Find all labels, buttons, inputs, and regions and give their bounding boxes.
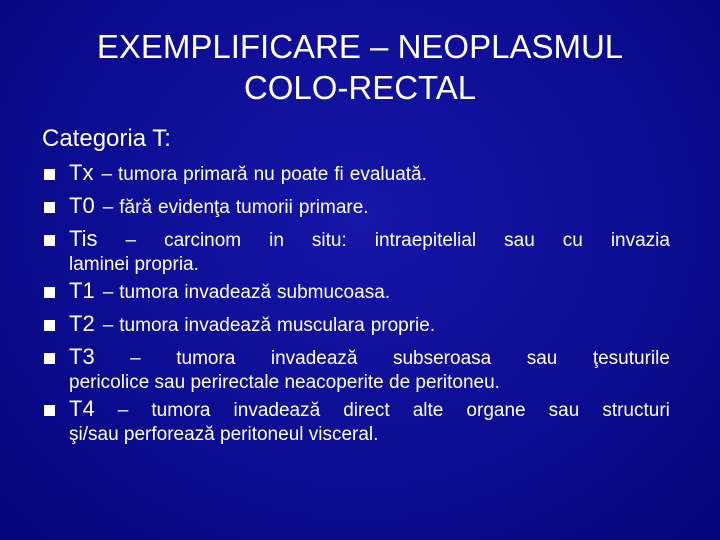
item-first-line <box>69 160 670 193</box>
square-bullet-icon <box>44 287 55 298</box>
item-code: Tx <box>69 160 94 185</box>
item-code: T3 <box>69 344 95 369</box>
item-continuation: pericolice sau perirectale neacoperite de peritoneu. <box>69 372 500 393</box>
list-item <box>42 344 670 393</box>
item-first-line <box>69 193 670 226</box>
item-word: poate <box>280 164 329 185</box>
item-word: submucoasa. <box>277 282 391 303</box>
list-item <box>42 193 670 226</box>
item-word: tumora <box>151 400 211 421</box>
list-item <box>42 278 670 311</box>
item-word: tumora <box>119 315 179 336</box>
item-word: sau <box>548 400 580 421</box>
item-word: invadează <box>184 315 272 336</box>
slide-title <box>30 26 690 108</box>
item-word: invadează <box>184 282 272 303</box>
item-word: – <box>102 315 114 336</box>
square-bullet-icon <box>44 320 55 331</box>
list-item <box>42 226 670 275</box>
item-word: fi <box>334 164 344 185</box>
slide-title-line-2: COLO-RECTAL <box>243 69 477 106</box>
item-word: alte <box>412 400 444 421</box>
item-word: tumora <box>119 282 179 303</box>
item-word: invazia <box>610 230 670 251</box>
item-word: nu <box>253 164 275 185</box>
item-word: cu <box>562 230 583 251</box>
item-code: T4 <box>69 396 95 421</box>
item-word: invadează <box>233 400 321 421</box>
item-word: carcinom <box>164 230 242 251</box>
item-continuation: laminei propria. <box>69 254 199 275</box>
item-code: T0 <box>69 193 95 218</box>
item-word: evidenţa <box>158 197 230 218</box>
item-first-line <box>69 278 670 311</box>
item-word: ţesuturile <box>592 348 670 369</box>
item-word: fără <box>119 197 153 218</box>
item-word: intraepitelial <box>374 230 477 251</box>
item-first-line <box>69 311 670 344</box>
square-bullet-icon <box>44 235 55 246</box>
item-word: – <box>102 197 114 218</box>
item-code: T1 <box>69 278 95 303</box>
item-word: primare. <box>298 197 369 218</box>
slide-title-line-1: EXEMPLIFICARE – NEOPLASMUL <box>96 28 624 65</box>
item-word: primară <box>183 164 248 185</box>
item-word: evaluată. <box>349 164 427 185</box>
item-word: tumorii <box>235 197 293 218</box>
item-word: organe <box>466 400 526 421</box>
list-item <box>42 311 670 344</box>
item-code: T2 <box>69 311 95 336</box>
item-word: subseroasa <box>392 348 492 369</box>
list-item <box>42 160 670 193</box>
category-heading: Categoria T: <box>42 125 171 152</box>
item-word: – <box>130 348 141 369</box>
item-word: musculara <box>277 315 365 336</box>
item-word: sau <box>504 230 535 251</box>
item-continuation: şi/sau perforează peritoneul visceral. <box>69 424 379 445</box>
item-word: tumora <box>118 164 178 185</box>
item-word: proprie. <box>370 315 436 336</box>
item-word: – <box>125 230 137 251</box>
square-bullet-icon <box>44 353 55 364</box>
t-category-list <box>42 160 670 448</box>
item-word: – <box>117 400 129 421</box>
item-word: tumora <box>176 348 236 369</box>
item-word: – <box>101 164 113 185</box>
item-word: in <box>269 230 284 251</box>
item-word: invadează <box>270 348 358 369</box>
list-item <box>42 396 670 445</box>
item-word: direct <box>343 400 390 421</box>
square-bullet-icon <box>44 405 55 416</box>
item-word: structuri <box>602 400 670 421</box>
square-bullet-icon <box>44 202 55 213</box>
item-word: sau <box>526 348 558 369</box>
item-code: Tis <box>69 226 98 251</box>
square-bullet-icon <box>44 169 55 180</box>
item-word: situ: <box>311 230 347 251</box>
item-word: – <box>102 282 114 303</box>
